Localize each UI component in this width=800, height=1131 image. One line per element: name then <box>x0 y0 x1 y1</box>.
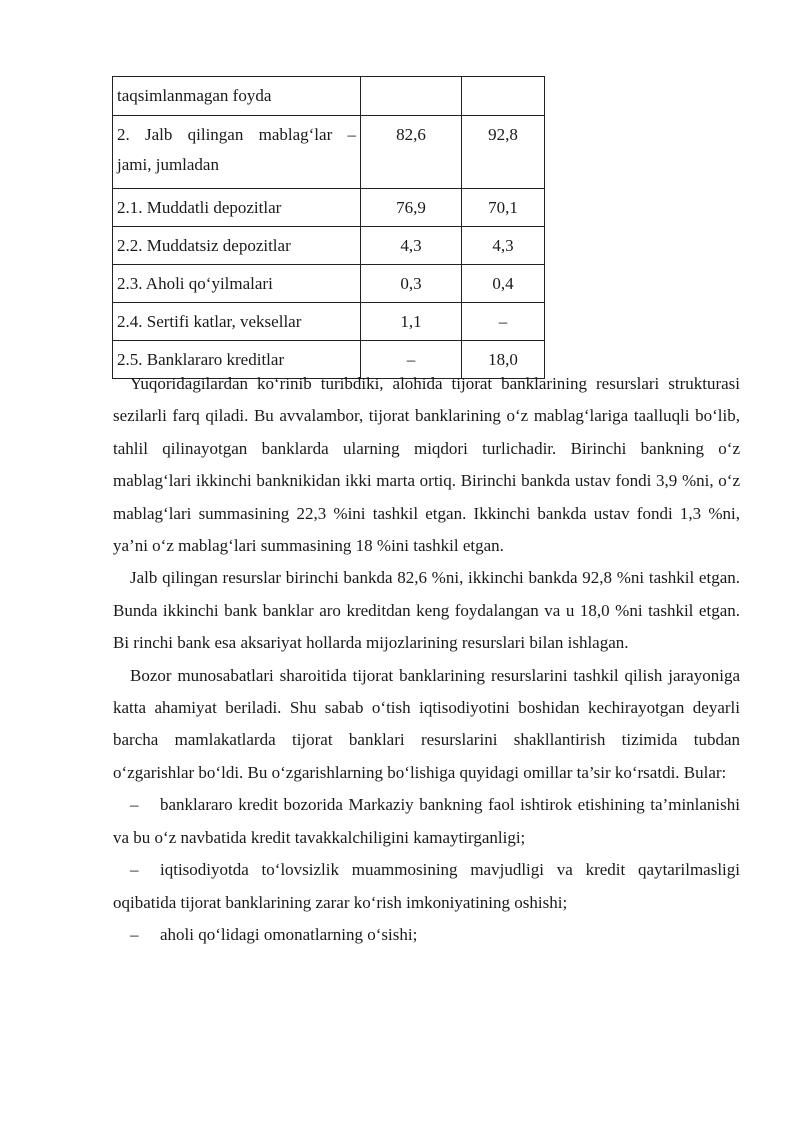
row-label: 2.1. Muddatli depozitlar <box>113 189 361 227</box>
bank2-value: 4,3 <box>462 227 545 265</box>
bank1-value: 1,1 <box>361 303 462 341</box>
bank2-value: 92,8 <box>462 116 545 189</box>
dash-marker: – <box>130 860 139 880</box>
bank1-value: 82,6 <box>361 116 462 189</box>
bank1-value: 4,3 <box>361 227 462 265</box>
paragraph: Yuqoridagilardan ko‘rinib turibdiki, alohida tijorat banklarining resurslari strukturasi sezilarli farq qiladi. Bu avvalambor, tijorat banklarining o‘z mablag‘lariga taalluqli bo‘lib, tahlil qilinayotgan banklarda ularning miqdori turlichadir. Birinchi bankning o‘z mablag‘lari ikkinchi banknikidan ikki marta ortiq. Birinchi bankda ustav fondi 3,9 %ni, o‘z mablag‘lari summasining 22,3 %ini tashkil etgan. Ikkinchi bankda ustav fondi 1,3 %ni, ya’ni o‘z mablag‘lari summasining 18 %ini tashkil etgan. <box>113 374 740 556</box>
bank1-value: 0,3 <box>361 265 462 303</box>
row-label: 2.2. Muddatsiz depozitlar <box>113 227 361 265</box>
bank1-value: 76,9 <box>361 189 462 227</box>
row-label: 2.5. Banklararo kreditlar <box>113 341 361 379</box>
row-label: 2.4. Sertifi katlar, veksellar <box>113 303 361 341</box>
bank2-value: 70,1 <box>462 189 545 227</box>
list-item <box>113 919 740 951</box>
bank2-value: 0,4 <box>462 265 545 303</box>
paragraph: Bozor munosabatlari sharoitida tijorat banklarining resurslarini tashkil qilish jarayoniga katta ahamiyat beriladi. Shu sabab o‘tish iqtisodiyotini boshidan kechirayotgan deyarli barcha mamlakatlarda tijorat banklari resurslarini shakllantirish tizimida tubdan o‘zgarishlar bo‘ldi. Bu o‘zgarishlarning bo‘lishiga quyidagi omillar ta’sir ko‘rsatdi. Bular: <box>113 665 740 782</box>
bank2-value: – <box>462 303 545 341</box>
list-item-text: banklararo kredit bozorida Markaziy bankning faol ishtirok etishining ta’minlanishi va bu o‘z navbatida kredit tavakkalchiligini kamaytirganligi; <box>113 795 740 847</box>
bank2-value <box>462 77 545 116</box>
bank1-value: – <box>361 341 462 379</box>
paragraph: Jalb qilingan resurslar birinchi bankda 82,6 %ni, ikkinchi bankda 92,8 %ni tashkil etgan. Bunda ikkinchi bank banklar aro kreditdan keng foydalangan va u 18,0 %ni tashkil etgan. Bi rinchi bank esa aksariyat hollarda mijozlarining resurslari bilan ishlagan. <box>113 568 740 653</box>
dash-marker: – <box>130 795 139 815</box>
table-row <box>113 265 545 303</box>
body-text <box>113 368 740 951</box>
bank-resources-table <box>112 76 545 379</box>
table-row <box>113 77 545 116</box>
list-item-text: iqtisodiyotda to‘lovsizlik muammosining mavjudligi va kredit qaytarilmasligi oqibatida tijorat banklarining zarar ko‘rish imkoniyatining oshishi; <box>113 860 740 912</box>
bank1-value <box>361 77 462 116</box>
dash-marker: – <box>130 924 139 944</box>
row-label: taqsimlanmagan foyda <box>113 77 361 116</box>
table-row <box>113 189 545 227</box>
list-item <box>113 854 740 919</box>
row-label-line: jami, jumladan <box>117 155 219 174</box>
list-item <box>113 789 740 854</box>
table-row <box>113 227 545 265</box>
table-row <box>113 303 545 341</box>
table-row <box>113 116 545 189</box>
row-label-line: 2. Jalb qilingan mablag‘lar – <box>117 125 356 144</box>
row-label: 2.3. Aholi qo‘yilmalari <box>113 265 361 303</box>
list-item-text: aholi qo‘lidagi omonatlarning o‘sishi; <box>160 924 418 944</box>
row-label <box>113 116 361 189</box>
bank2-value: 18,0 <box>462 341 545 379</box>
